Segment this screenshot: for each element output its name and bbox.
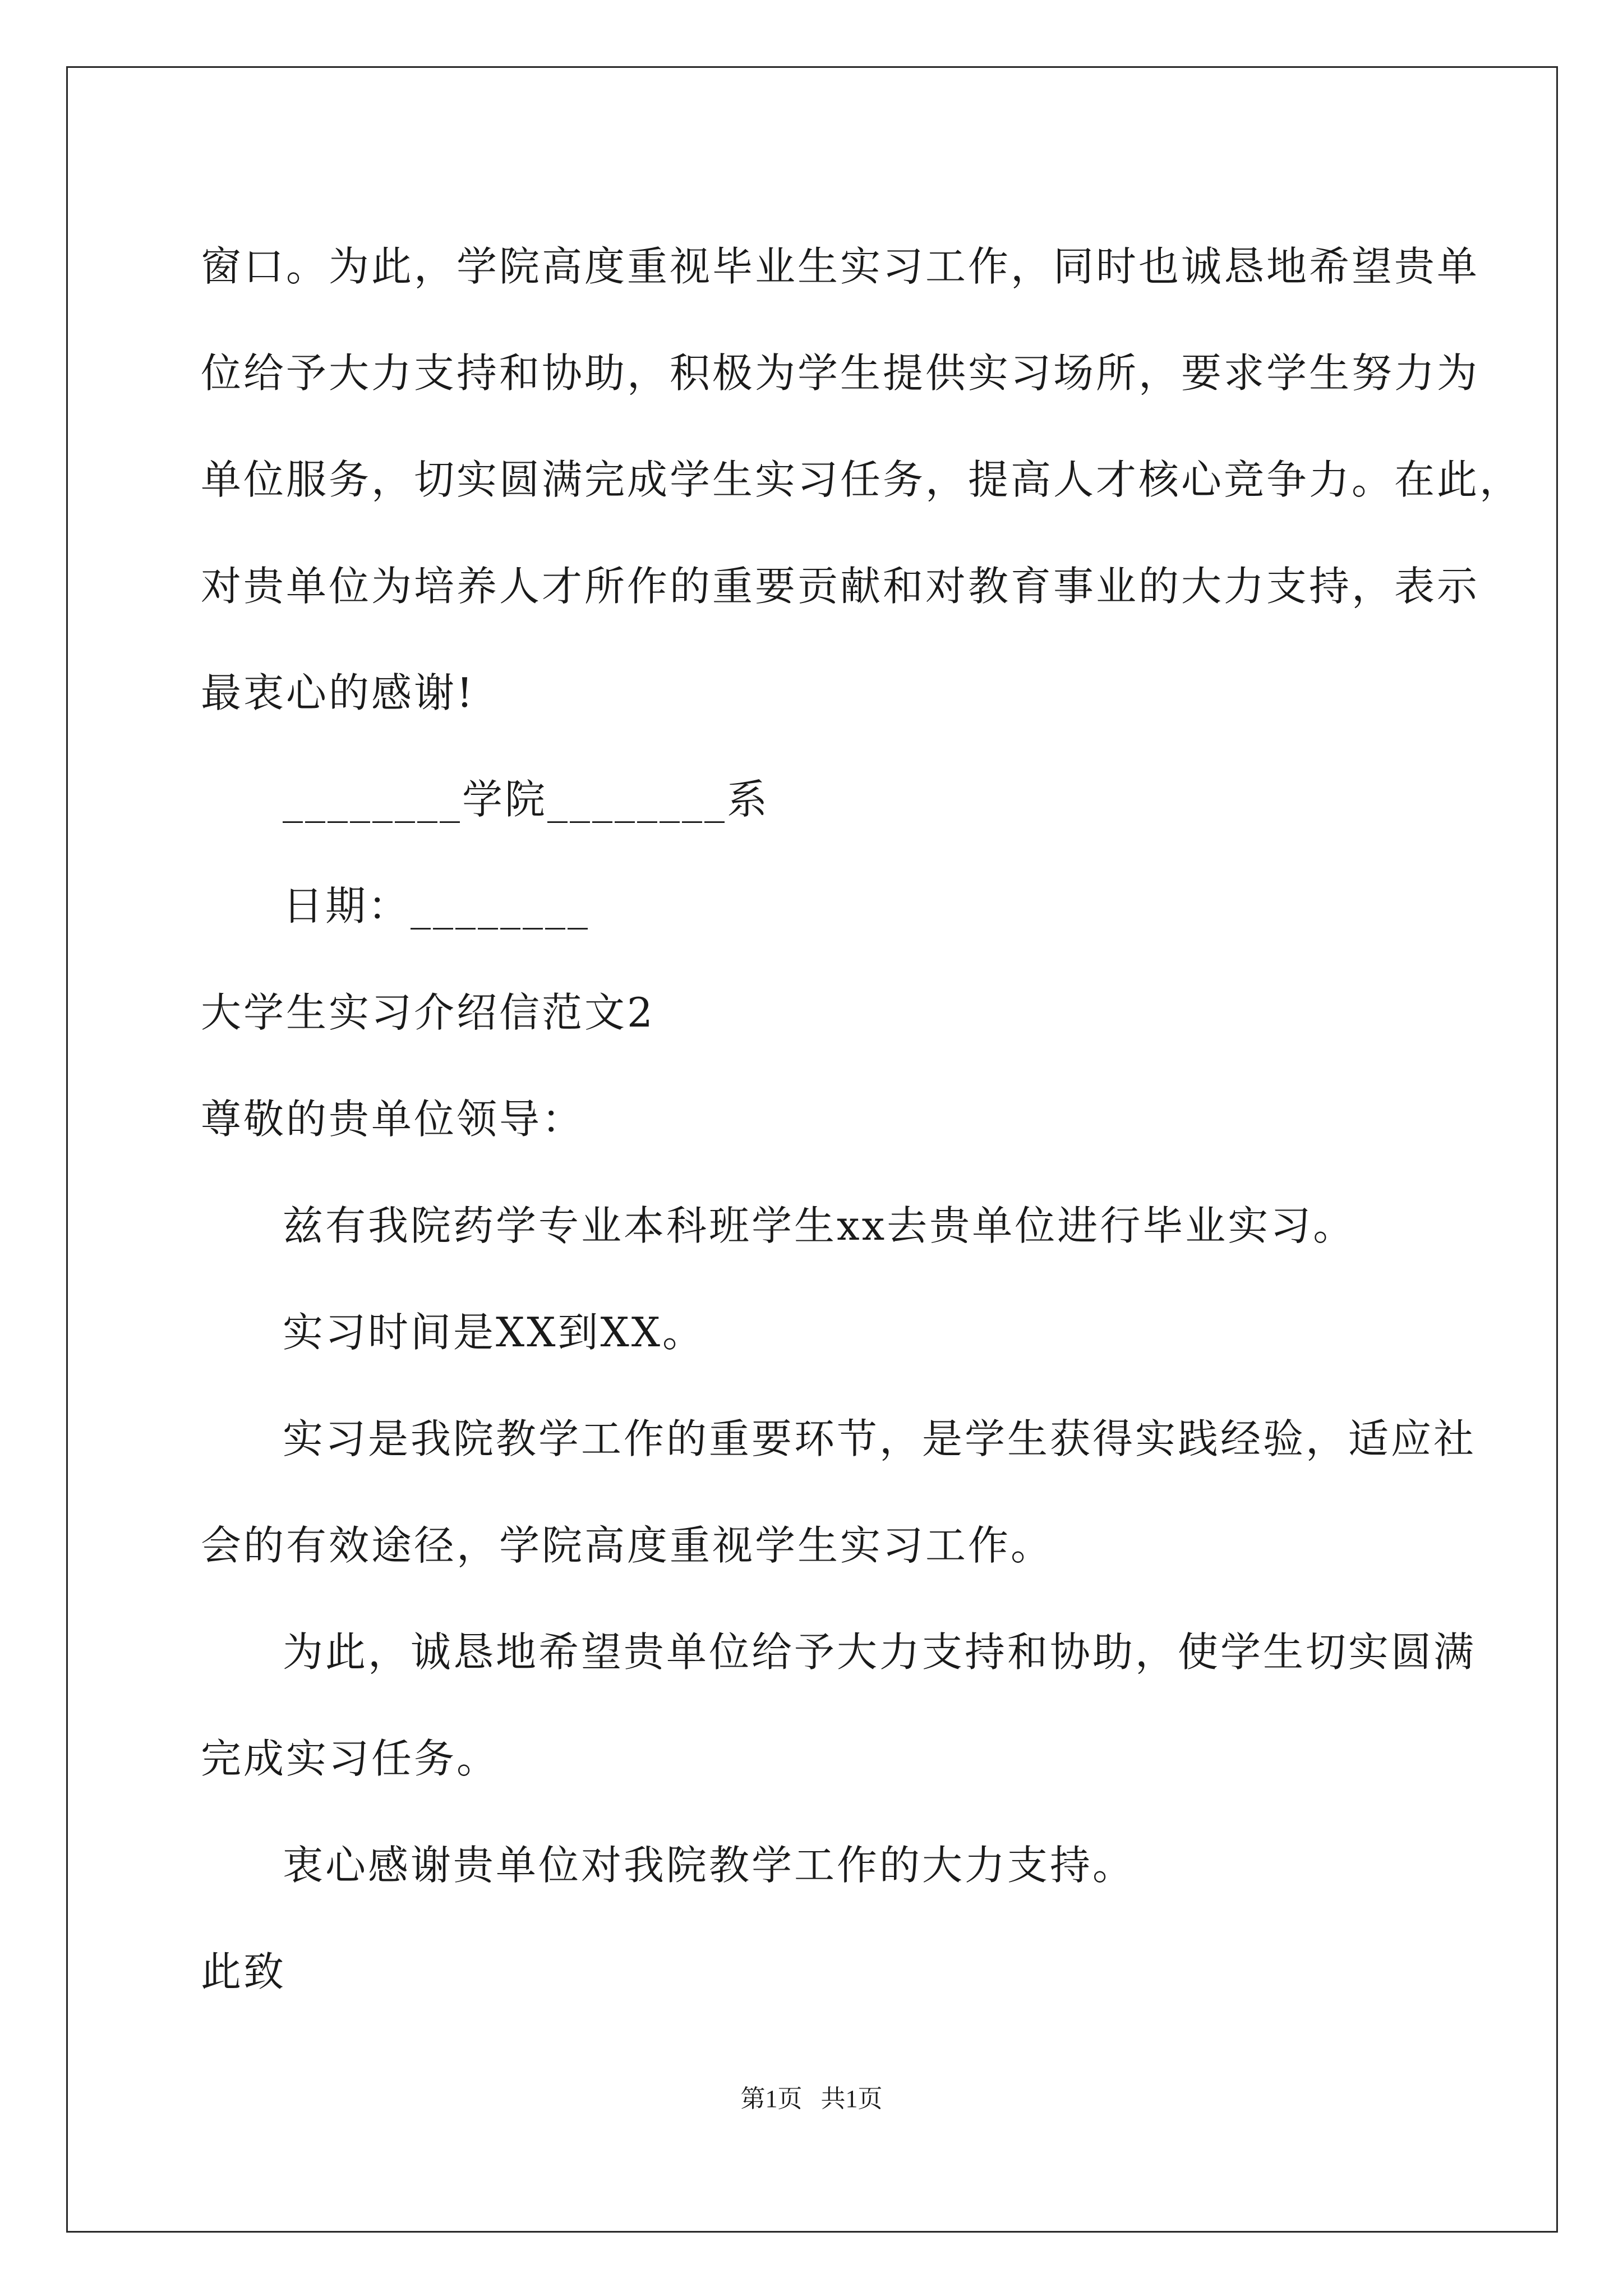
page-number-footer: 第1页 共1页 <box>740 2085 883 2113</box>
section-title: 大学生实习介绍信范文2 <box>201 989 655 1036</box>
closing-line: 此致 <box>201 1948 287 1995</box>
paragraph-line: 实习是我院教学工作的重要环节，是学生获得实践经验，适应社 <box>283 1415 1477 1462</box>
paragraph-line: 会的有效途径，学院高度重视学生实习工作。 <box>201 1522 1054 1569</box>
signature-college-line: ________学院________系 <box>283 776 770 823</box>
paragraph-line: 最衷心的感谢! <box>201 669 475 716</box>
document-body <box>201 213 1523 2025</box>
paragraph-line: 兹有我院药学专业本科班学生xx去贵单位进行毕业实习。 <box>283 1202 1356 1249</box>
paragraph-line: 实习时间是XX到XX。 <box>283 1309 706 1356</box>
date-line: 日期：________ <box>283 882 591 930</box>
paragraph-line: 位给予大力支持和协助，积极为学生提供实习场所，要求学生努力为 <box>201 349 1480 397</box>
salutation: 尊敬的贵单位领导： <box>201 1096 585 1143</box>
paragraph-line: 衷心感谢贵单位对我院教学工作的大力支持。 <box>283 1842 1136 1889</box>
paragraph-line: 单位服务，切实圆满完成学生实习任务，提高人才核心竞争力。在此， <box>201 456 1523 503</box>
paragraph-line: 完成实习任务。 <box>201 1735 500 1782</box>
paragraph-line: 窗口。为此，学院高度重视毕业生实习工作，同时也诚恳地希望贵单 <box>201 243 1480 290</box>
paragraph-line: 为此，诚恳地希望贵单位给予大力支持和协助，使学生切实圆满 <box>283 1628 1477 1676</box>
paragraph-line: 对贵单位为培养人才所作的重要贡献和对教育事业的大力支持，表示 <box>201 563 1480 610</box>
